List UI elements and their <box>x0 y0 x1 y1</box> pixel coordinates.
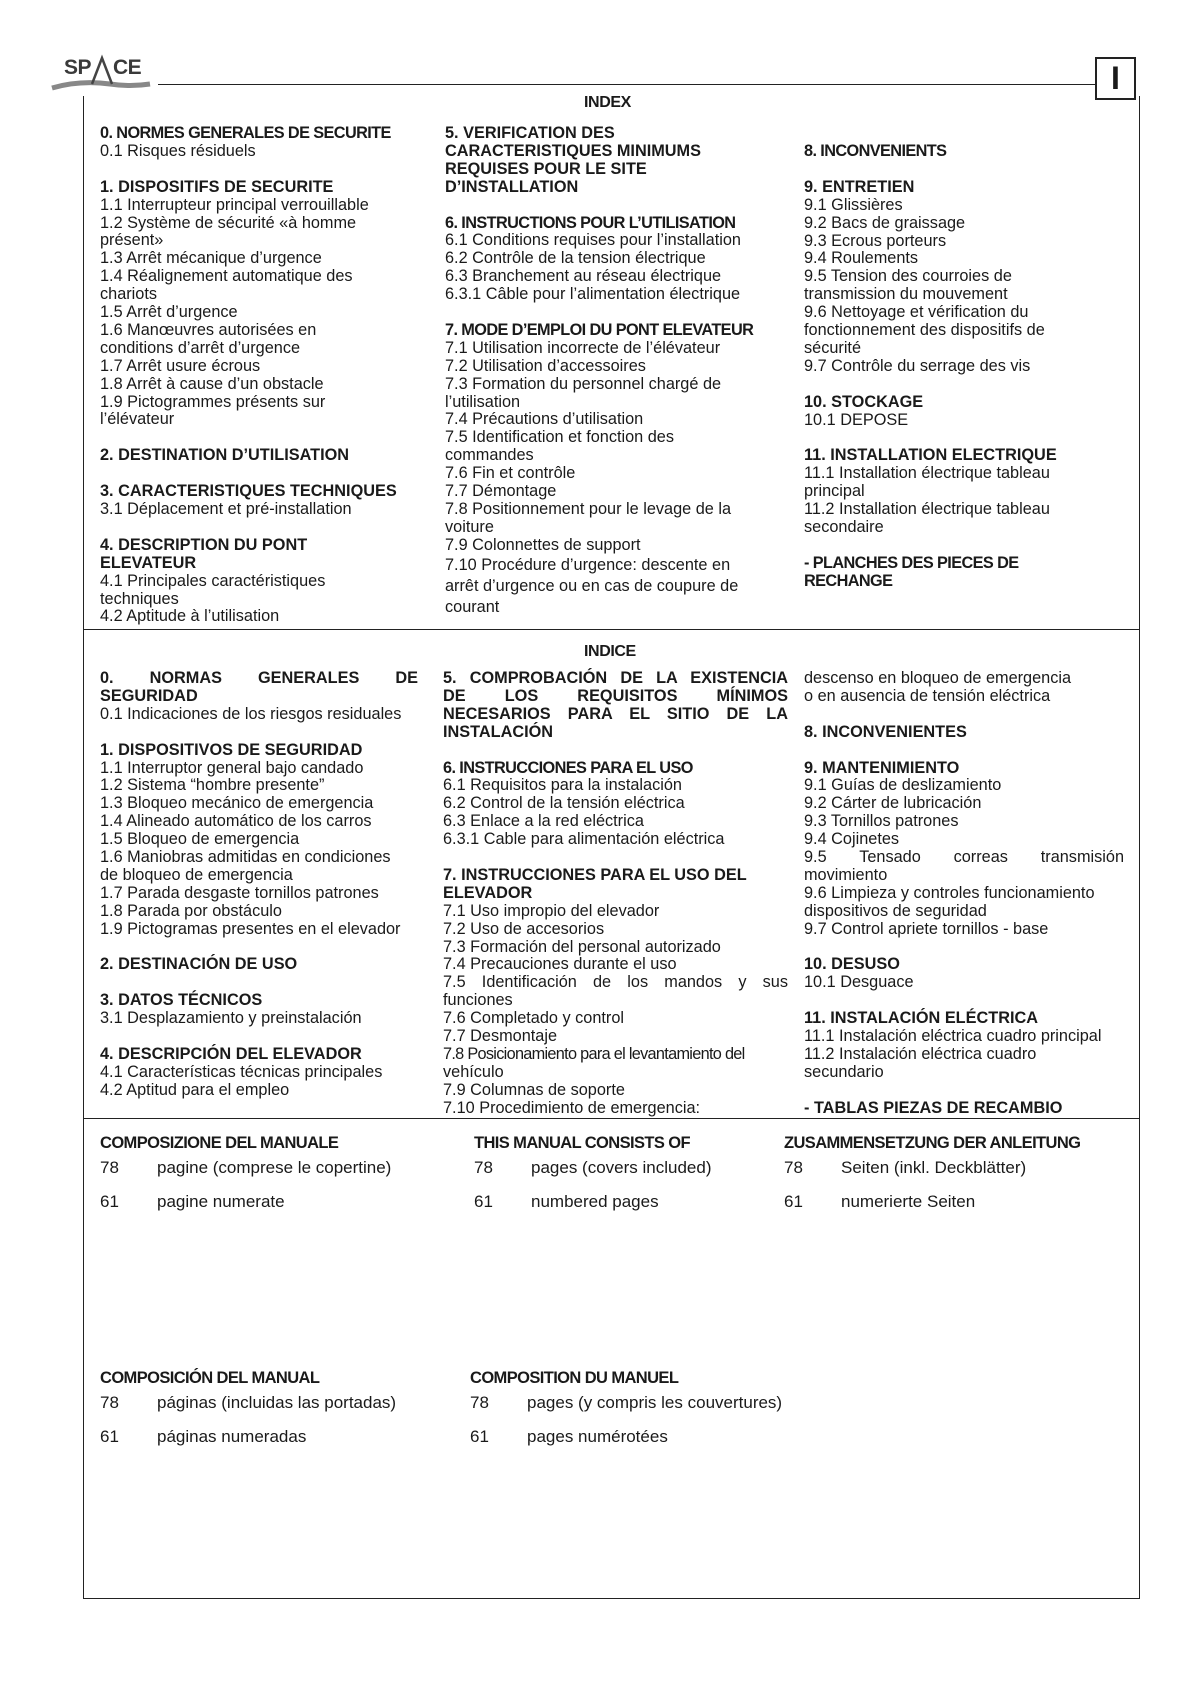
index-spacer <box>100 724 418 742</box>
index-entry: 1.4 Réalignement automatique des <box>100 267 353 286</box>
index-chapter-heading: 4. DESCRIPCIÓN DEL ELEVADOR <box>100 1044 362 1063</box>
page-marker: I <box>1095 57 1136 100</box>
composition-title: COMPOSITION DU MANUEL <box>470 1369 679 1387</box>
index-spacer <box>100 161 420 179</box>
index-entry: 6.3.1 Cable para alimentación eléctrica <box>443 830 725 849</box>
index-spacer <box>100 465 420 483</box>
index-entry: 1.3 Arrêt mécanique d’urgence <box>100 249 322 268</box>
numbered-count: 61 <box>470 1427 489 1446</box>
numbered-count-label: numerierte Seiten <box>841 1192 976 1211</box>
index-fr-column-3 <box>804 143 1129 591</box>
index-chapter-heading: 5. VERIFICATION DES <box>445 124 615 142</box>
index-entry: 7.8 Positionnement pour le levage de la <box>445 500 732 518</box>
index-entry: principal <box>804 482 865 501</box>
index-entry: 7.9 Columnas de soporte <box>443 1080 625 1099</box>
index-fr-column-1 <box>100 125 420 626</box>
index-entry: 7.7 Démontage <box>445 482 557 501</box>
index-entry: de bloqueo de emergencia <box>100 865 293 884</box>
index-entry: présent» <box>100 231 164 250</box>
index-spacer <box>100 974 418 992</box>
index-entry: movimiento <box>804 865 888 884</box>
index-entry: 7.8 Posicionamiento para el levantamiento del <box>443 1045 745 1063</box>
index-chapter-heading: 10. STOCKAGE <box>804 392 924 411</box>
index-entry: funciones <box>443 991 513 1010</box>
index-entry: 9.5 Tension des courroies de <box>804 267 1012 286</box>
index-entry: 3.1 Déplacement et pré-installation <box>100 499 352 518</box>
index-entry: descenso en bloqueo de emergencia <box>804 669 1072 687</box>
index-entry: 7.10 Procédure d’urgence: descente en <box>445 555 731 574</box>
index-entry: 7.3 Formación del personal autorizado <box>443 937 721 956</box>
header-rule <box>158 84 1096 85</box>
index-chapter-heading: 1. DISPOSITIVOS DE SEGURIDAD <box>100 740 363 759</box>
index-spacer <box>804 376 1129 394</box>
index-chapter-heading: 7. MODE D’EMPLOI DU PONT ELEVATEUR <box>445 320 754 339</box>
numbered-count: 61 <box>784 1192 803 1211</box>
numbered-count-label: pagine numerate <box>157 1192 285 1211</box>
index-entry: 7.10 Procedimiento de emergencia: <box>443 1098 701 1117</box>
index-entry: 1.5 Arrêt d’urgence <box>100 303 238 322</box>
composition-fr <box>470 1369 830 1447</box>
index-chapter-heading: 0. NORMES GENERALES DE SECURITE <box>100 124 391 142</box>
index-entry: 7.7 Desmontaje <box>443 1027 558 1046</box>
index-entry: 9.2 Bacs de graissage <box>804 213 966 232</box>
index-chapter-heading: 3. DATOS TÉCNICOS <box>100 991 263 1010</box>
index-entry: 9.6 Limpieza y controles funcionamiento <box>804 883 1095 902</box>
logo-text: SP CE <box>64 56 142 79</box>
index-entry: 10.1 DEPOSE <box>804 410 909 429</box>
composition-title: COMPOSIZIONE DEL MANUALE <box>100 1134 339 1152</box>
index-spacer <box>445 197 790 215</box>
index-chapter-heading: 3. CARACTERISTIQUES TECHNIQUES <box>100 482 397 501</box>
index-entry: 4.2 Aptitude à l’utilisation <box>100 607 280 626</box>
index-es-column-2 <box>443 670 788 1118</box>
index-chapter-heading: 6. INSTRUCTIONS POUR L’UTILISATION <box>445 213 736 232</box>
index-entry: 7.9 Colonnettes de support <box>445 535 641 554</box>
index-entry: l’utilisation <box>445 392 521 411</box>
index-chapter-heading: 0. NORMAS GENERALES DE <box>100 669 418 687</box>
index-fr-title: INDEX <box>584 94 631 111</box>
section-divider <box>83 629 1140 630</box>
index-entry: 10.1 Desguace <box>804 973 914 992</box>
index-chapter-heading: 5. COMPROBACIÓN DE LA EXISTENCIA <box>443 669 788 687</box>
index-chapter-heading: ELEVADOR <box>443 883 533 902</box>
index-chapter-heading: 4. DESCRIPTION DU PONT <box>100 535 308 554</box>
index-chapter-heading: 8. INCONVENIENTS <box>804 142 947 160</box>
index-entry: techniques <box>100 589 179 608</box>
index-chapter-heading: - PLANCHES DES PIECES DE <box>804 553 1019 572</box>
index-entry: 0.1 Indicaciones de los riesgos residuales <box>100 704 402 723</box>
index-entry: 6.1 Conditions requises pour l’installation <box>445 231 741 250</box>
index-entry: 9.4 Cojinetes <box>804 830 900 849</box>
index-entry: 1.3 Bloqueo mecánico de emergencia <box>100 794 374 813</box>
page-count-label: pages (y compris les couvertures) <box>527 1393 783 1412</box>
numbered-count: 61 <box>100 1427 119 1446</box>
index-chapter-heading: 9. ENTRETIEN <box>804 177 915 196</box>
page-count-label: pages (covers included) <box>531 1158 712 1177</box>
page-count-label: pagine (comprese le copertine) <box>157 1158 392 1177</box>
index-spacer <box>804 742 1124 760</box>
index-entry: 4.1 Características técnicas principales <box>100 1062 383 1081</box>
index-entry: 6.3 Enlace a la red eléctrica <box>443 812 644 831</box>
index-entry: 9.1 Guías de deslizamiento <box>804 776 1002 795</box>
page-count: 78 <box>470 1393 489 1412</box>
index-entry: 1.1 Interrupteur principal verrouillable <box>100 195 369 214</box>
index-spacer <box>100 519 420 537</box>
index-entry: 11.2 Installation électrique tableau <box>804 500 1050 519</box>
index-entry: courant <box>445 597 500 616</box>
index-entry: dispositivos de seguridad <box>804 901 987 920</box>
index-spacer <box>443 742 788 760</box>
section-divider <box>83 1118 1140 1119</box>
composition-es <box>100 1369 440 1447</box>
index-spacer <box>443 849 788 867</box>
index-entry: 9.6 Nettoyage et vérification du <box>804 303 1029 322</box>
index-entry: 1.4 Alineado automático de los carros <box>100 812 372 831</box>
numbered-count-label: numbered pages <box>531 1192 659 1211</box>
index-spacer <box>100 429 420 447</box>
index-entry: 9.2 Cárter de lubricación <box>804 794 982 813</box>
index-entry: 1.8 Arrêt à cause d’un obstacle <box>100 374 324 393</box>
index-entry: 7.1 Utilisation incorrecte de l’élévateur <box>445 338 721 357</box>
index-chapter-heading: CARACTERISTIQUES MINIMUMS <box>445 141 701 160</box>
index-spacer <box>804 161 1129 179</box>
index-entry: conditions d’arrêt d’urgence <box>100 338 301 357</box>
index-entry: 7.4 Précautions d’utilisation <box>445 410 644 429</box>
index-entry: 4.1 Principales caractéristiques <box>100 571 326 590</box>
index-entry: 1.1 Interruptor general bajo candado <box>100 758 364 777</box>
index-spacer <box>804 706 1124 724</box>
index-entry: 4.2 Aptitud para el empleo <box>100 1080 290 1099</box>
index-spacer <box>804 1082 1124 1100</box>
index-entry: 11.1 Installation électrique tableau <box>804 464 1050 483</box>
index-entry: 7.2 Utilisation d’accessoires <box>445 356 646 375</box>
index-entry: 9.3 Ecrous porteurs <box>804 231 947 250</box>
index-entry: 9.7 Contrôle du serrage des vis <box>804 356 1031 375</box>
composition-it <box>100 1134 430 1212</box>
index-entry: sécurité <box>804 338 862 357</box>
index-entry: fonctionnement des dispositifs de <box>804 321 1045 340</box>
index-entry: 7.5 Identificación de los mandos y sus <box>443 973 788 992</box>
index-entry: commandes <box>445 446 534 465</box>
index-chapter-heading: ELEVATEUR <box>100 553 197 572</box>
index-es-column-1 <box>100 670 418 1100</box>
index-entry: 1.9 Pictogrammes présents sur <box>100 392 326 411</box>
index-chapter-heading: D’INSTALLATION <box>445 177 579 196</box>
index-entry: 7.3 Formation du personnel chargé de <box>445 374 722 393</box>
index-entry: 1.6 Manœuvres autorisées en <box>100 320 317 339</box>
index-entry: secundario <box>804 1062 884 1081</box>
index-entry: 9.7 Control apriete tornillos - base <box>804 919 1049 938</box>
index-chapter-heading: NECESARIOS PARA EL SITIO DE LA <box>443 704 788 723</box>
composition-de <box>784 1134 1124 1212</box>
index-chapter-heading: 10. DESUSO <box>804 955 900 974</box>
index-entry: 7.6 Completado y control <box>443 1009 625 1028</box>
index-entry: o en ausencia de tensión eléctrica <box>804 686 1051 705</box>
index-entry: vehículo <box>443 1062 504 1081</box>
index-chapter-heading: DE LOS REQUISITOS MÍNIMOS <box>443 686 788 705</box>
index-entry: 6.3 Branchement au réseau électrique <box>445 267 722 286</box>
page-count-label: páginas (incluidas las portadas) <box>157 1393 397 1412</box>
index-spacer <box>100 1028 418 1046</box>
composition-title: ZUSAMMENSETZUNG DER ANLEITUNG <box>784 1134 1081 1152</box>
index-entry: 3.1 Desplazamiento y preinstalación <box>100 1009 362 1028</box>
index-spacer <box>100 939 418 957</box>
index-entry: 7.1 Uso impropio del elevador <box>443 901 660 920</box>
index-entry: secondaire <box>804 517 884 536</box>
index-entry: chariots <box>100 285 158 304</box>
index-entry: 7.4 Precauciones durante el uso <box>443 955 677 974</box>
index-spacer <box>804 939 1124 957</box>
index-entry: 11.1 Instalación eléctrica cuadro principal <box>804 1027 1102 1046</box>
numbered-count-label: páginas numeradas <box>157 1427 307 1446</box>
index-entry: 9.5 Tensado correas transmisión <box>804 848 1124 867</box>
index-chapter-heading: 2. DESTINATION D’UTILISATION <box>100 446 350 465</box>
index-entry: 1.9 Pictogramas presentes en el elevador <box>100 919 401 938</box>
space-logo <box>50 54 158 100</box>
page-count: 78 <box>784 1158 803 1177</box>
index-entry: 6.2 Contrôle de la tension électrique <box>445 249 706 268</box>
index-entry: 1.5 Bloqueo de emergencia <box>100 830 300 849</box>
index-entry: 7.5 Identification et fonction des <box>445 428 674 447</box>
composition-en <box>474 1134 774 1212</box>
index-chapter-heading: RECHANGE <box>804 571 893 590</box>
index-entry: 9.4 Roulements <box>804 249 919 268</box>
index-chapter-heading: REQUISES POUR LE SITE <box>445 159 647 178</box>
index-entry: l’élévateur <box>100 410 175 429</box>
index-spacer <box>804 429 1129 447</box>
index-fr-column-2 <box>445 125 790 618</box>
page-count: 78 <box>100 1158 119 1177</box>
index-chapter-heading: 8. INCONVENIENTES <box>804 722 967 741</box>
index-entry: transmission du mouvement <box>804 285 1008 304</box>
index-entry: 1.7 Arrêt usure écrous <box>100 356 261 375</box>
index-es-column-3 <box>804 670 1124 1118</box>
index-chapter-heading: 11. INSTALLATION ELECTRIQUE <box>804 446 1057 465</box>
index-chapter-heading: 1. DISPOSITIFS DE SECURITE <box>100 177 334 196</box>
index-chapter-heading: INSTALACIÓN <box>443 722 554 741</box>
composition-title: THIS MANUAL CONSISTS OF <box>474 1134 690 1152</box>
index-chapter-heading: 2. DESTINACIÓN DE USO <box>100 955 298 974</box>
index-entry: 11.2 Instalación eléctrica cuadro <box>804 1044 1037 1063</box>
numbered-count: 61 <box>474 1192 493 1211</box>
index-entry: 1.7 Parada desgaste tornillos patrones <box>100 883 379 902</box>
page-count-label: Seiten (inkl. Deckblätter) <box>841 1158 1027 1177</box>
index-chapter-heading: 7. INSTRUCCIONES PARA EL USO DEL <box>443 865 747 884</box>
page-count: 78 <box>474 1158 493 1177</box>
index-spacer <box>445 304 790 322</box>
index-entry: 9.1 Glissières <box>804 195 903 214</box>
index-spacer <box>804 992 1124 1010</box>
index-chapter-heading: SEGURIDAD <box>100 686 198 705</box>
index-entry: voiture <box>445 517 494 536</box>
page-count: 78 <box>100 1393 119 1412</box>
index-chapter-heading: 11. INSTALACIÓN ELÉCTRICA <box>804 1009 1038 1028</box>
index-entry: 0.1 Risques résiduels <box>100 141 256 160</box>
index-entry: 1.2 Sistema “hombre presente” <box>100 776 325 795</box>
numbered-count: 61 <box>100 1192 119 1211</box>
index-spacer <box>804 537 1129 555</box>
index-entry: 7.2 Uso de accesorios <box>443 919 605 938</box>
index-entry: 6.2 Control de la tensión eléctrica <box>443 794 685 813</box>
index-chapter-heading: 6. INSTRUCCIONES PARA EL USO <box>443 758 693 777</box>
index-entry: 1.8 Parada por obstáculo <box>100 901 282 920</box>
index-entry: 6.1 Requisitos para la instalación <box>443 776 682 795</box>
index-entry: 1.6 Maniobras admitidas en condiciones <box>100 848 391 867</box>
index-es-title: INDICE <box>584 643 636 660</box>
index-entry: 9.3 Tornillos patrones <box>804 812 959 831</box>
index-entry: arrêt d’urgence ou en cas de coupure de <box>445 576 739 595</box>
composition-title: COMPOSICIÓN DEL MANUAL <box>100 1369 320 1387</box>
index-entry: 7.6 Fin et contrôle <box>445 464 576 483</box>
numbered-count-label: pages numérotées <box>527 1427 668 1446</box>
index-chapter-heading: 9. MANTENIMIENTO <box>804 758 960 777</box>
index-entry: 6.3.1 Câble pour l’alimentation électrique <box>445 285 741 304</box>
index-entry: 1.2 Système de sécurité «à homme <box>100 213 357 232</box>
index-chapter-heading: - TABLAS PIEZAS DE RECAMBIO <box>804 1098 1063 1117</box>
